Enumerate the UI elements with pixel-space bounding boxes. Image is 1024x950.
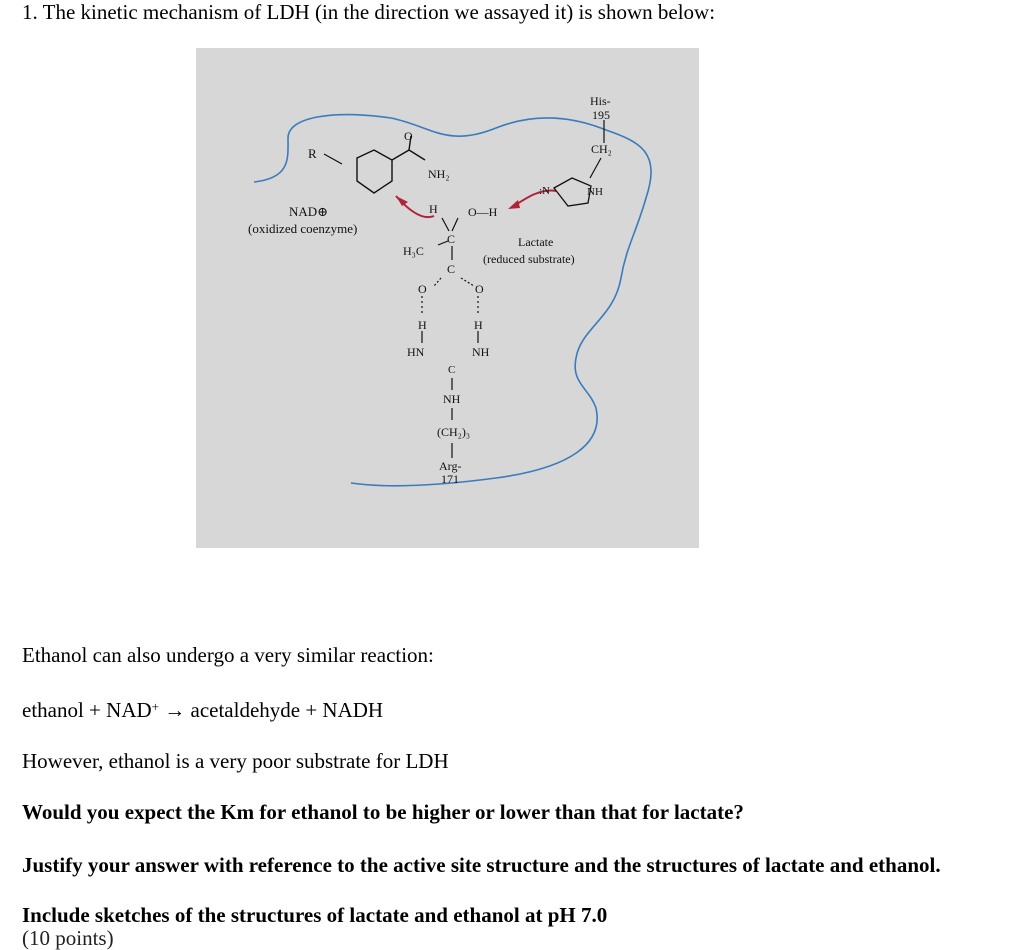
hydroxyl-oh-label: O—H xyxy=(468,205,498,219)
question-heading: 1. The kinetic mechanism of LDH (in the direction we assayed it) is shown below: xyxy=(22,0,716,24)
his-n-label: :N xyxy=(539,185,550,197)
carboxyl-o-right-label: O xyxy=(475,282,484,296)
nad-sublabel: (oxidized coenzyme) xyxy=(248,221,358,236)
ldh-mechanism-figure xyxy=(196,48,699,548)
nad-label: NAD⊕ xyxy=(289,204,329,219)
r-group-label: R xyxy=(308,146,317,161)
arg-number: 171 xyxy=(441,472,459,486)
amide-nh2-label: NH₂ xyxy=(428,167,450,181)
arg-label: Arg- xyxy=(439,459,462,473)
carboxyl-o-left-label: O xyxy=(418,282,427,296)
equation-right: → acetaldehyde + NADH xyxy=(159,698,384,722)
equation-left: ethanol + NAD xyxy=(22,698,152,722)
his-number: 195 xyxy=(592,108,610,122)
equation-superscript: + xyxy=(151,699,159,714)
his-ch2-label: CH₂ xyxy=(591,142,612,156)
arg-h-right-label: H xyxy=(474,318,483,332)
his-label: His- xyxy=(590,94,611,108)
question-km: Would you expect the Km for ethanol to be higher or lower than that for lactate? xyxy=(22,800,744,824)
carbonyl-o-label: O xyxy=(404,129,413,143)
points-label: (10 points) xyxy=(22,926,114,950)
mechanism-diagram xyxy=(196,48,699,548)
lactate-sublabel: (reduced substrate) xyxy=(483,252,575,266)
arg-h-left-label: H xyxy=(418,318,427,332)
paragraph-poor-substrate: However, ethanol is a very poor substrate for LDH xyxy=(22,749,449,773)
lactate-c2-label: C xyxy=(447,232,456,246)
question-sketches: Include sketches of the structures of lactate and ethanol at pH 7.0 xyxy=(22,903,608,927)
arg-hn-label: HN xyxy=(407,345,425,359)
reaction-equation xyxy=(22,698,383,722)
methyl-label: H₃C xyxy=(403,244,424,258)
lactate-label: Lactate xyxy=(518,235,554,249)
arg-chain-nh-label: NH xyxy=(443,392,461,406)
guanidinium-c-label: C xyxy=(448,364,456,376)
question-justify: Justify your answer with reference to the active site structure and the structures of lactate and ethanol. xyxy=(22,853,941,877)
paragraph-ethanol-reaction: Ethanol can also undergo a very similar reaction: xyxy=(22,643,434,667)
arg-nh-label: NH xyxy=(472,345,490,359)
his-nh-label: NH xyxy=(587,186,603,198)
nicotinamide-ring xyxy=(357,150,392,193)
carboxyl-c-label: C xyxy=(447,262,456,276)
arg-ch2-chain-label: (CH₂)₃ xyxy=(437,425,471,439)
hydride-h-label: H xyxy=(429,202,438,216)
imidazole-ring xyxy=(554,178,591,206)
